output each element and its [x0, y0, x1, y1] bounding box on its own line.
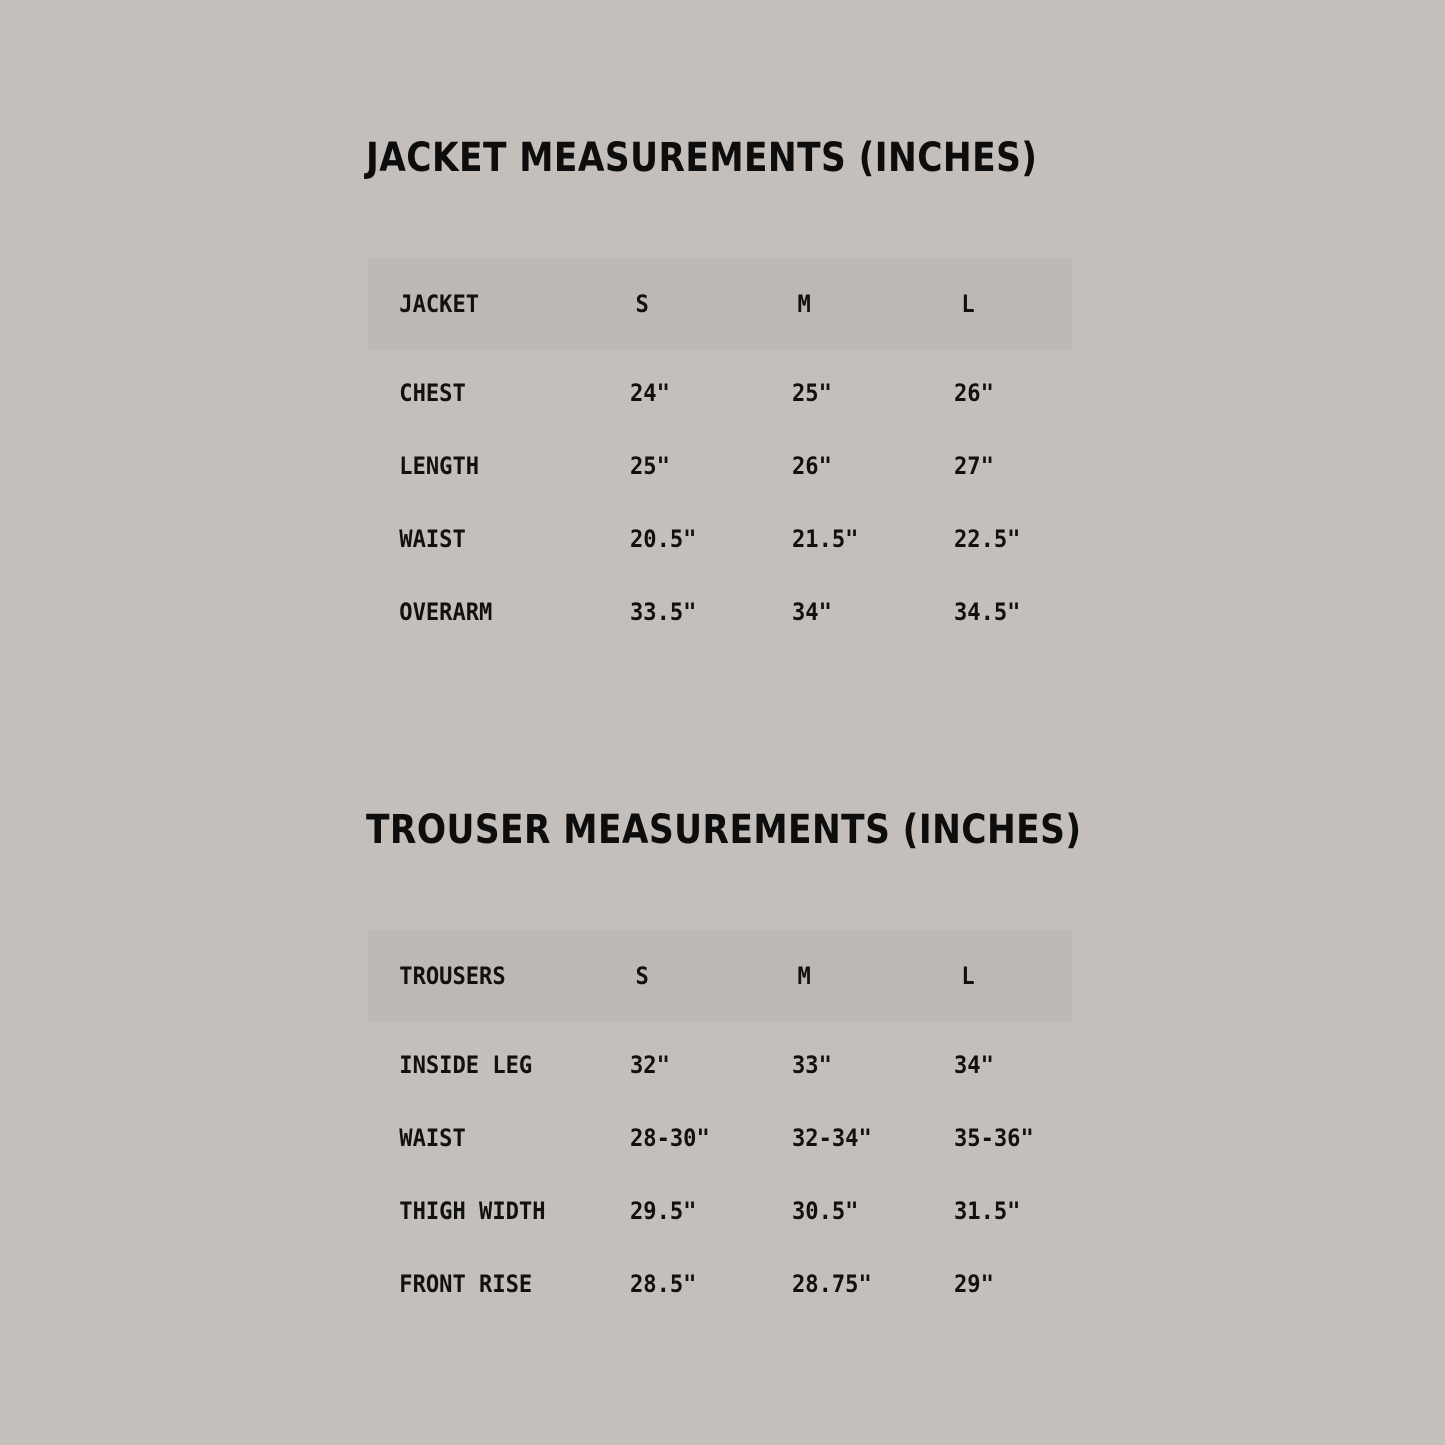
- value-cell-m: 33": [792, 1050, 832, 1079]
- value-cell-m: 34": [792, 597, 832, 626]
- jacket-size-table: [368, 258, 1072, 648]
- value-cell-m: 32-34": [792, 1123, 872, 1152]
- value-cell-m: 26": [792, 451, 832, 480]
- header-cell-size-m: M: [797, 290, 811, 318]
- jacket-measurements-section: [366, 128, 1076, 626]
- row-label: INSIDE LEG: [399, 1050, 533, 1079]
- trouser-section-title: TROUSER MEASUREMENTS (INCHES): [366, 807, 1082, 853]
- value-cell-l: 35-36": [954, 1123, 1034, 1152]
- value-cell-l: 34.5": [954, 597, 1021, 626]
- value-cell-s: 25": [630, 451, 670, 480]
- value-cell-m: 25": [792, 378, 832, 407]
- value-cell-l: 27": [954, 451, 994, 480]
- table-row: [368, 356, 1072, 429]
- row-label: FRONT RISE: [399, 1269, 533, 1298]
- table-row: [368, 502, 1072, 575]
- header-cell-size-s: S: [635, 290, 649, 318]
- value-cell-s: 32": [630, 1050, 670, 1079]
- table-row: [368, 1101, 1072, 1174]
- table-body: [368, 350, 1072, 648]
- value-cell-m: 21.5": [792, 524, 859, 553]
- table-row: [368, 429, 1072, 502]
- header-cell-garment: JACKET: [399, 290, 480, 318]
- row-label: WAIST: [399, 1123, 466, 1152]
- header-cell-size-l: L: [961, 290, 975, 318]
- header-cell-garment: TROUSERS: [399, 962, 506, 990]
- table-row: [368, 1028, 1072, 1101]
- value-cell-l: 29": [954, 1269, 994, 1298]
- row-label: CHEST: [399, 378, 466, 407]
- row-label: THIGH WIDTH: [399, 1196, 546, 1225]
- table-header-row: [368, 930, 1072, 1022]
- table-row: [368, 575, 1072, 648]
- value-cell-s: 33.5": [630, 597, 697, 626]
- header-cell-size-l: L: [961, 962, 975, 990]
- header-cell-size-s: S: [635, 962, 649, 990]
- jacket-section-title: JACKET MEASUREMENTS (INCHES): [366, 135, 1038, 181]
- value-cell-s: 24": [630, 378, 670, 407]
- table-header-row: [368, 258, 1072, 350]
- value-cell-s: 28-30": [630, 1123, 710, 1152]
- row-label: OVERARM: [399, 597, 493, 626]
- value-cell-m: 30.5": [792, 1196, 859, 1225]
- row-label: WAIST: [399, 524, 466, 553]
- table-row: [368, 1247, 1072, 1320]
- value-cell-m: 28.75": [792, 1269, 872, 1298]
- header-cell-size-m: M: [797, 962, 811, 990]
- value-cell-l: 26": [954, 378, 994, 407]
- value-cell-l: 22.5": [954, 524, 1021, 553]
- value-cell-s: 29.5": [630, 1196, 697, 1225]
- table-body: [368, 1022, 1072, 1320]
- trouser-measurements-section: [366, 800, 1082, 1298]
- value-cell-l: 31.5": [954, 1196, 1021, 1225]
- row-label: LENGTH: [399, 451, 480, 480]
- value-cell-s: 28.5": [630, 1269, 697, 1298]
- value-cell-s: 20.5": [630, 524, 697, 553]
- trouser-size-table: [368, 930, 1072, 1320]
- table-row: [368, 1174, 1072, 1247]
- value-cell-l: 34": [954, 1050, 994, 1079]
